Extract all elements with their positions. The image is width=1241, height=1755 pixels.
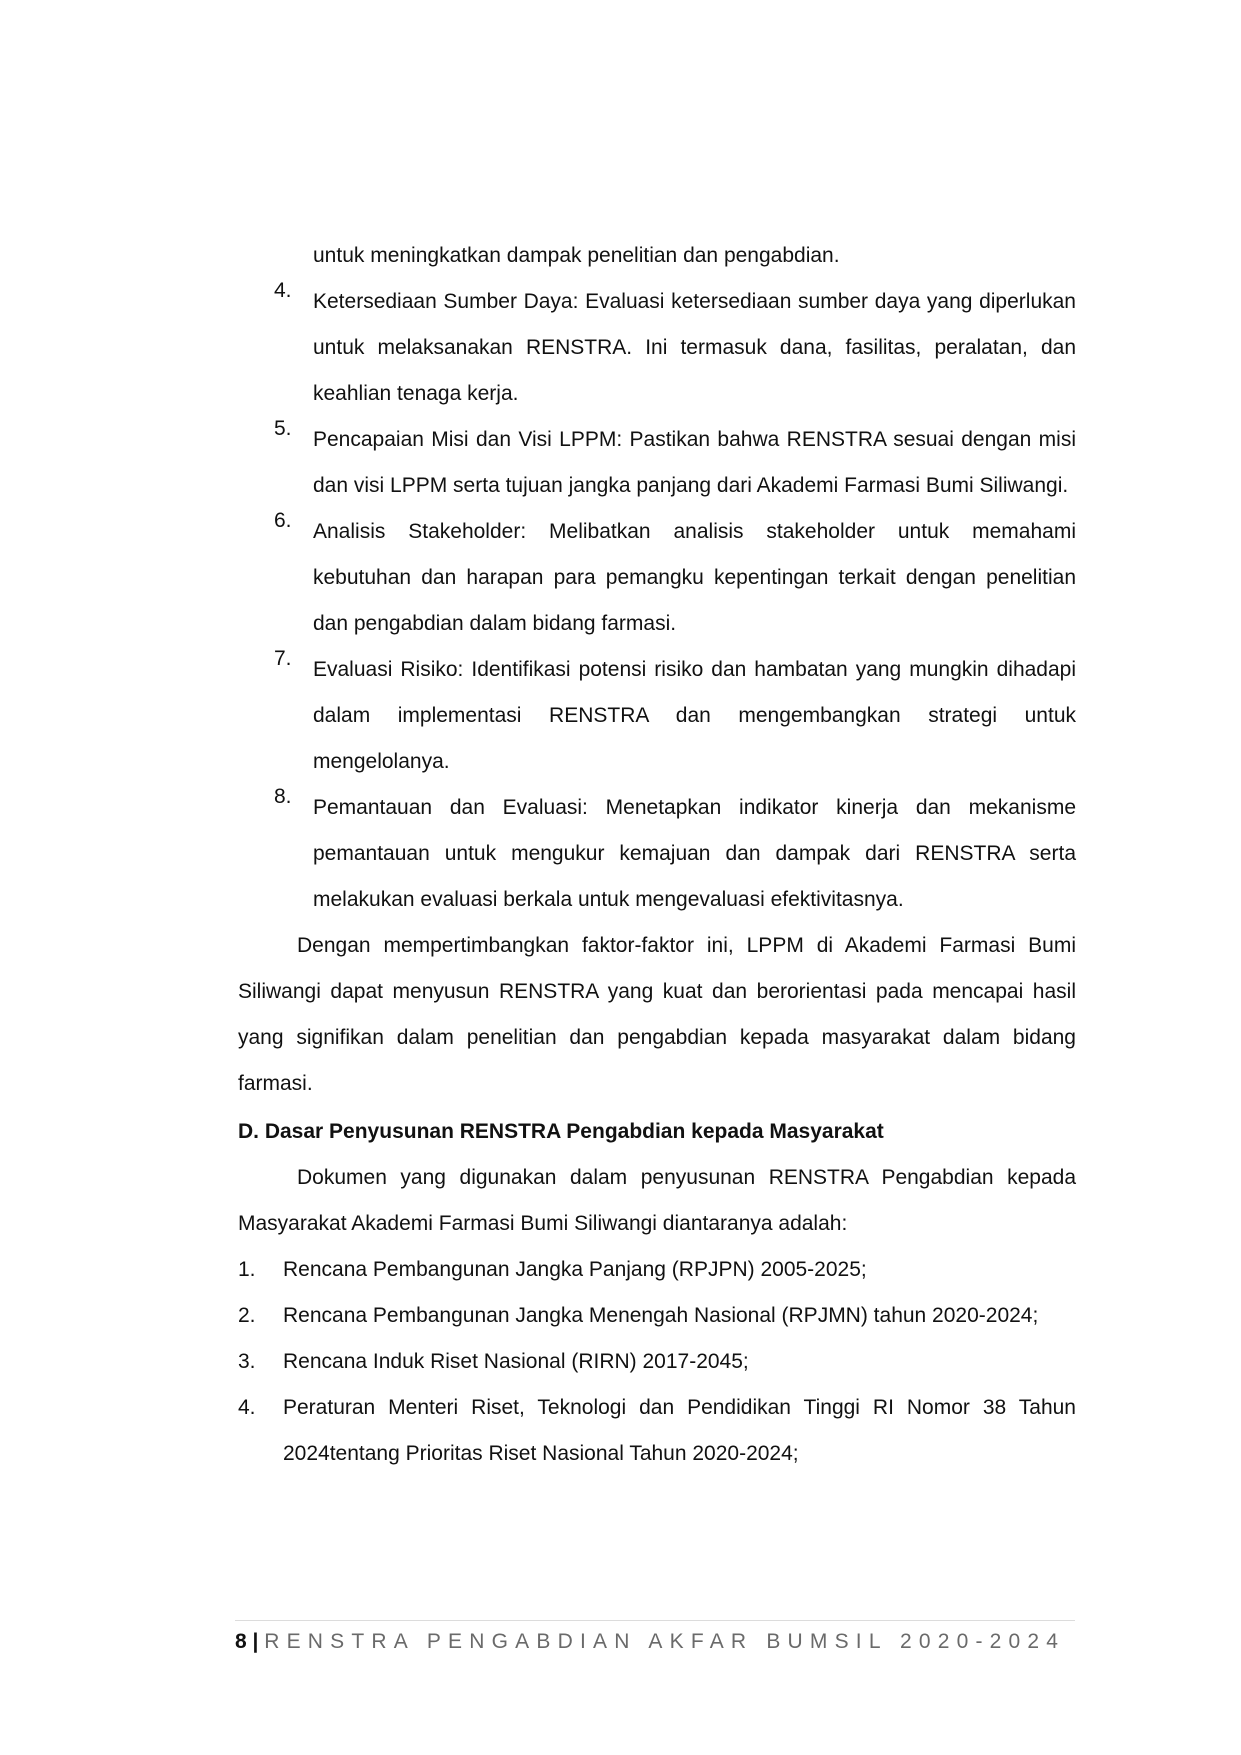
list-number: 2.	[238, 1304, 256, 1327]
list-text: Rencana Induk Riset Nasional (RIRN) 2017-2045;	[283, 1350, 749, 1373]
list-text: Pemantauan dan Evaluasi: Menetapkan indikator kinerja dan mekanisme pemantauan untuk mengukur kemajuan dan dampak dari RENSTRA serta melakukan evaluasi berkala untuk mengevaluasi efektivitasnya.	[313, 796, 1076, 911]
list-number: 5.	[274, 417, 292, 440]
list-item	[238, 1302, 1076, 1329]
page-footer	[235, 1620, 1075, 1655]
reference-list	[238, 1247, 1076, 1477]
list-number: 4.	[274, 279, 292, 302]
list-text: Ketersediaan Sumber Daya: Evaluasi ketersediaan sumber daya yang diperlukan untuk melaksanakan RENSTRA. Ini termasuk dana, fasilitas, peralatan, dan keahlian tenaga kerja.	[313, 290, 1076, 405]
list-item	[238, 1385, 1076, 1477]
list-number: 3.	[238, 1350, 256, 1373]
list-text: Rencana Pembangunan Jangka Panjang (RPJPN) 2005-2025;	[283, 1258, 867, 1281]
list-item	[238, 279, 1076, 417]
list-text: Rencana Pembangunan Jangka Menengah Nasional (RPJMN) tahun 2020-2024;	[283, 1304, 1039, 1327]
list-item	[238, 1339, 1076, 1385]
factor-list	[238, 279, 1076, 923]
section-intro-paragraph: Dokumen yang digunakan dalam penyusunan RENSTRA Pengabdian kepada Masyarakat Akademi Farmasi Bumi Siliwangi diantaranya adalah:	[238, 1166, 1076, 1235]
list-number: 6.	[274, 509, 292, 532]
list-item-continuation: untuk meningkatkan dampak penelitian dan pengabdian.	[313, 244, 840, 267]
list-number: 8.	[274, 785, 292, 808]
footer-title: RENSTRA PENGABDIAN AKFAR BUMSIL 2020-2024	[264, 1630, 1066, 1653]
list-text: Pencapaian Misi dan Visi LPPM: Pastikan bahwa RENSTRA sesuai dengan misi dan visi LPPM serta tujuan jangka panjang dari Akademi Farmasi Bumi Siliwangi.	[313, 428, 1076, 497]
list-text: Peraturan Menteri Riset, Teknologi dan Pendidikan Tinggi RI Nomor 38 Tahun 2024tentang Prioritas Riset Nasional Tahun 2020-2024;	[283, 1396, 1076, 1465]
list-number: 1.	[238, 1258, 256, 1281]
list-item	[238, 509, 1076, 647]
conclusion-paragraph: Dengan mempertimbangkan faktor-faktor ini, LPPM di Akademi Farmasi Bumi Siliwangi dapat menyusun RENSTRA yang kuat dan berorientasi pada mencapai hasil yang signifikan dalam penelitian dan pengabdian kepada masyarakat dalam bidang farmasi.	[238, 934, 1076, 1095]
list-number: 7.	[274, 647, 292, 670]
list-number: 4.	[238, 1396, 256, 1419]
page-content	[238, 233, 1076, 1477]
section-heading: D. Dasar Penyusunan RENSTRA Pengabdian kepada Masyarakat	[238, 1120, 884, 1143]
list-item	[238, 785, 1076, 923]
page-number: 8 |	[235, 1630, 259, 1653]
list-item	[238, 647, 1076, 785]
list-item	[238, 417, 1076, 509]
list-text: Analisis Stakeholder: Melibatkan analisis stakeholder untuk memahami kebutuhan dan harapan para pemangku kepentingan terkait dengan penelitian dan pengabdian dalam bidang farmasi.	[313, 520, 1076, 635]
list-text: Evaluasi Risiko: Identifikasi potensi risiko dan hambatan yang mungkin dihadapi dalam implementasi RENSTRA dan mengembangkan strategi untuk mengelolanya.	[313, 658, 1076, 773]
list-item	[238, 1247, 1076, 1293]
